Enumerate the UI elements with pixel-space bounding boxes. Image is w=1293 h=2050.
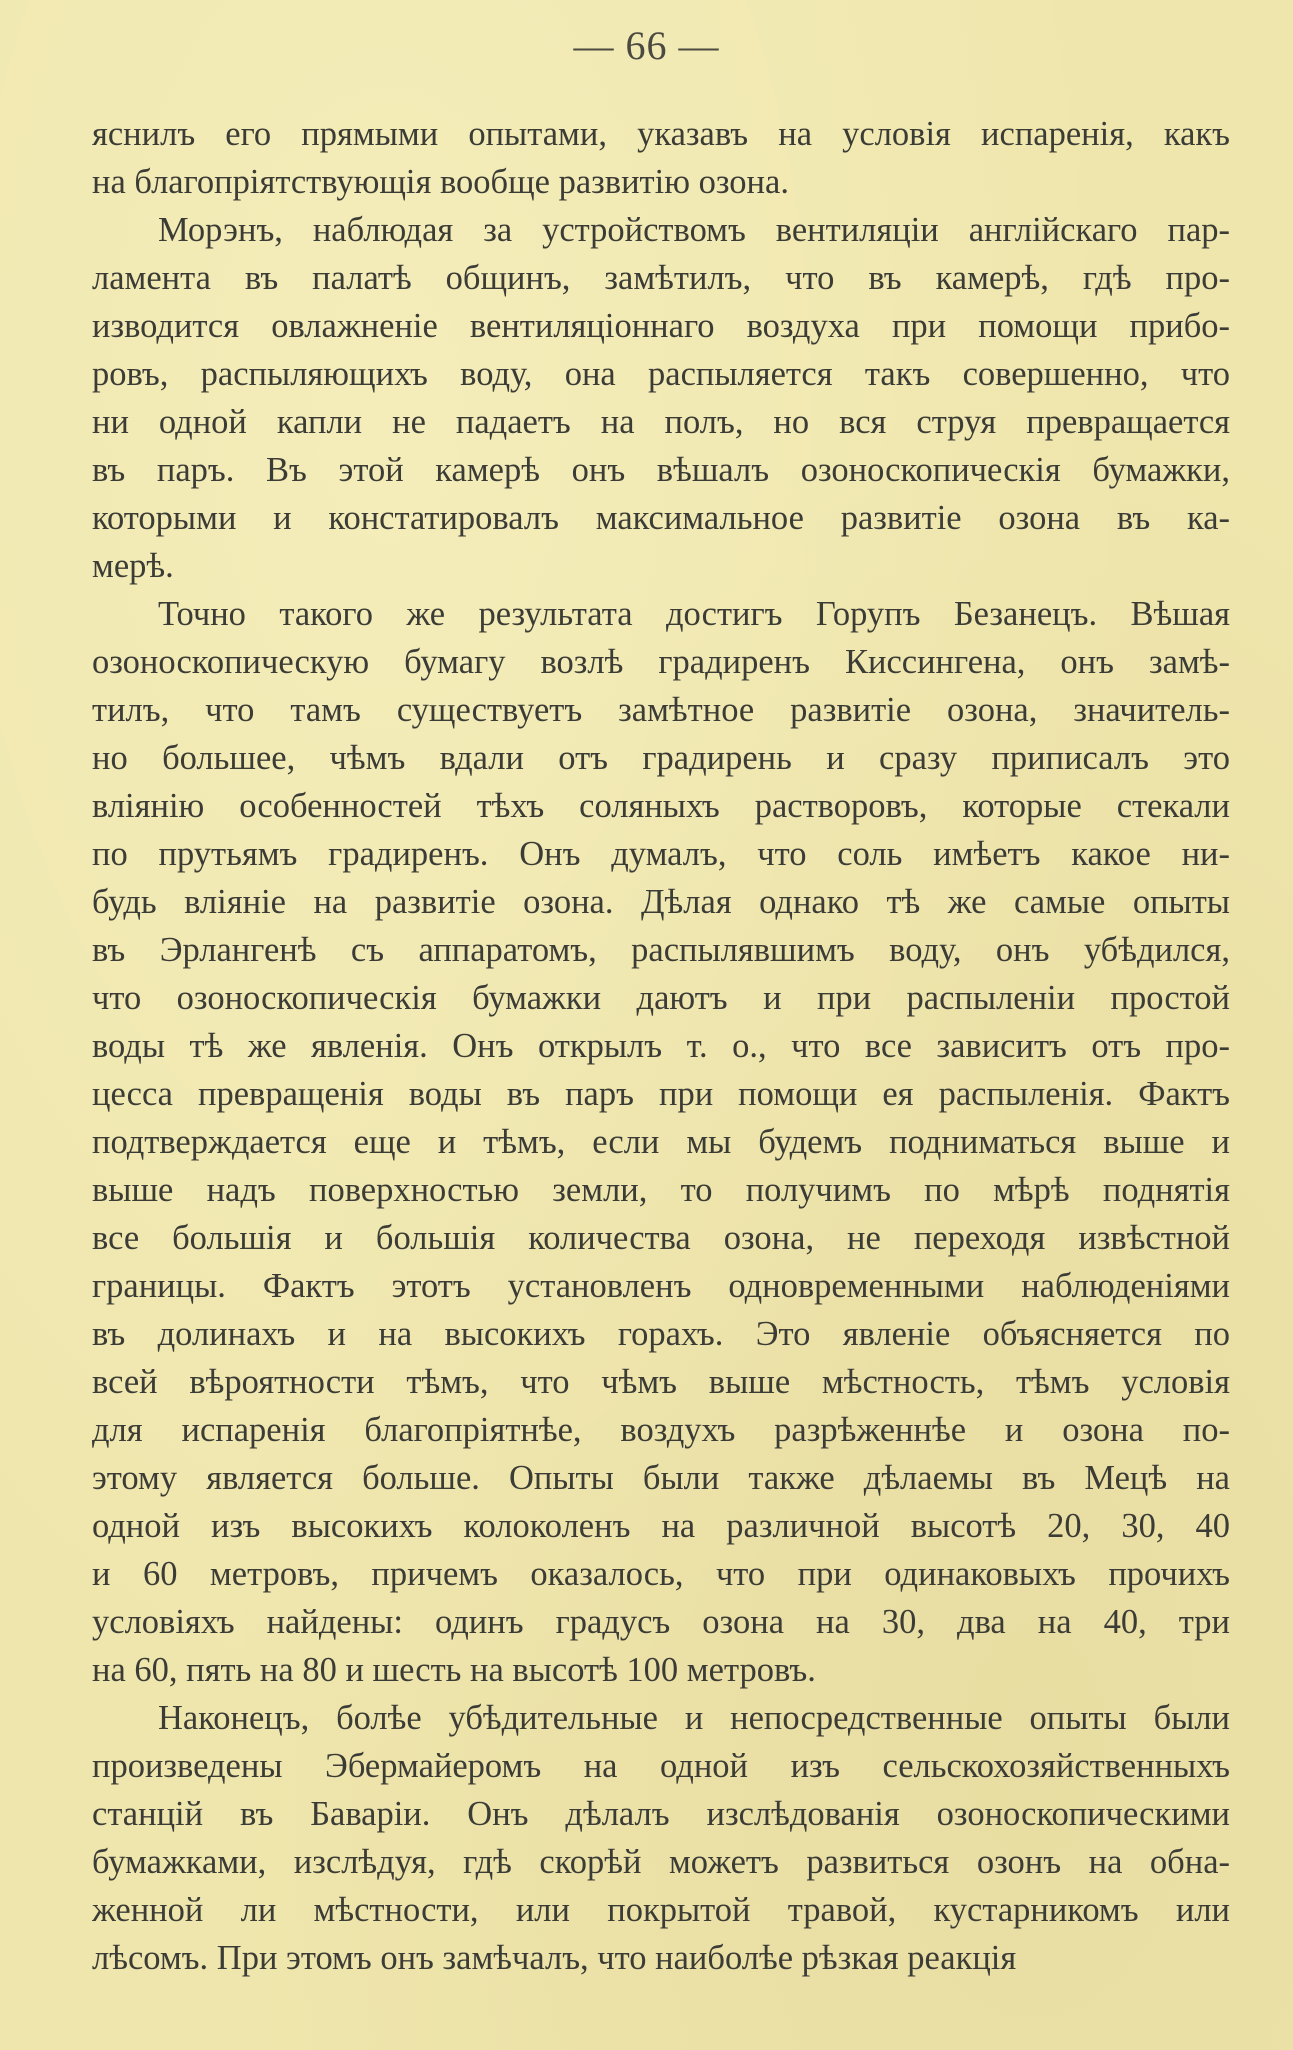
paragraph [92,1694,1230,1982]
text-line: на благопріятствующія вообще развитію озона. [92,163,789,201]
body-text [92,110,1230,1982]
text-line: Морэнъ, наблюдая за устройствомъ вентиляціи англійскаго пар- [158,211,1230,249]
text-line: ламента въ палатѣ общинъ, замѣтилъ, что въ камерѣ, гдѣ про- [92,259,1230,297]
text-line: но большее, чѣмъ вдали отъ градирень и сразу приписалъ это [92,739,1230,777]
text-line: одной изъ высокихъ колоколенъ на различной высотѣ 20, 30, 40 [92,1507,1230,1545]
paragraph [92,110,1230,206]
text-line: вліянію особенностей тѣхъ соляныхъ растворовъ, которые стекали [92,787,1230,825]
text-line: для испаренія благопріятнѣе, воздухъ разрѣженнѣе и озона по- [92,1411,1230,1449]
text-line: въ долинахъ и на высокихъ горахъ. Это явленіе объясняется по [92,1315,1230,1353]
text-line: цесса превращенія воды въ паръ при помощи ея распыленія. Фактъ [92,1075,1230,1113]
text-line: воды тѣ же явленія. Онъ открылъ т. о., что все зависитъ отъ про- [92,1027,1230,1065]
text-line: границы. Фактъ этотъ установленъ одновременными наблюденіями [92,1267,1230,1305]
text-line: Наконецъ, болѣе убѣдительные и непосредственные опыты были [158,1699,1230,1737]
text-line: яснилъ его прямыми опытами, указавъ на условія испаренія, какъ [92,115,1230,153]
text-line: условіяхъ найдены: одинъ градусъ озона на 30, два на 40, три [92,1603,1230,1641]
text-line: произведены Эбермайеромъ на одной изъ сельскохозяйственныхъ [92,1747,1230,1785]
text-line: по прутьямъ градиренъ. Онъ думалъ, что соль имѣетъ какое ни- [92,835,1230,873]
text-line: выше надъ поверхностью земли, то получимъ по мѣрѣ поднятія [92,1171,1230,1209]
paragraph [92,590,1230,1694]
text-line: ни одной капли не падаетъ на полъ, но вся струя превращается [92,403,1230,441]
text-line: и 60 метровъ, причемъ оказалось, что при одинаковыхъ прочихъ [92,1555,1230,1593]
text-line: все большія и большія количества озона, не переходя извѣстной [92,1219,1230,1257]
text-line: на 60, пять на 80 и шесть на высотѣ 100 метровъ. [92,1651,816,1689]
text-line: изводится овлажненіе вентиляціоннаго воздуха при помощи прибо- [92,307,1230,345]
text-line: Точно такого же результата достигъ Горупъ Безанецъ. Вѣшая [158,595,1230,633]
text-line: ровъ, распыляющихъ воду, она распыляется такъ совершенно, что [92,355,1230,393]
text-line: что озоноскопическія бумажки даютъ и при распыленіи простой [92,979,1230,1017]
text-line: станцій въ Баваріи. Онъ дѣлалъ изслѣдованія озоноскопическими [92,1795,1230,1833]
text-line: женной ли мѣстности, или покрытой травой, кустарникомъ или [92,1891,1230,1929]
text-line: мерѣ. [92,547,174,585]
text-line: озоноскопическую бумагу возлѣ градиренъ Киссингена, онъ замѣ- [92,643,1230,681]
text-line: будь вліяніе на развитіе озона. Дѣлая однако тѣ же самые опыты [92,883,1230,921]
text-line: въ паръ. Въ этой камерѣ онъ вѣшалъ озоноскопическія бумажки, [92,451,1230,489]
text-line: этому является больше. Опыты были также дѣлаемы въ Мецѣ на [92,1459,1230,1497]
text-line: тилъ, что тамъ существуетъ замѣтное развитіе озона, значитель- [92,691,1230,729]
text-line: бумажками, изслѣдуя, гдѣ скорѣй можетъ развиться озонъ на обна- [92,1843,1230,1881]
text-line: подтверждается еще и тѣмъ, если мы будемъ подниматься выше и [92,1123,1230,1161]
text-line: въ Эрлангенѣ съ аппаратомъ, распылявшимъ воду, онъ убѣдился, [92,931,1230,969]
text-line: которыми и констатировалъ максимальное развитіе озона въ ка- [92,499,1230,537]
page-number: — 66 — [573,23,720,68]
paragraph [92,206,1230,590]
text-line: всей вѣроятности тѣмъ, что чѣмъ выше мѣстность, тѣмъ условія [92,1363,1230,1401]
text-line: лѣсомъ. При этомъ онъ замѣчалъ, что наиболѣе рѣзкая реакція [92,1939,1017,1977]
